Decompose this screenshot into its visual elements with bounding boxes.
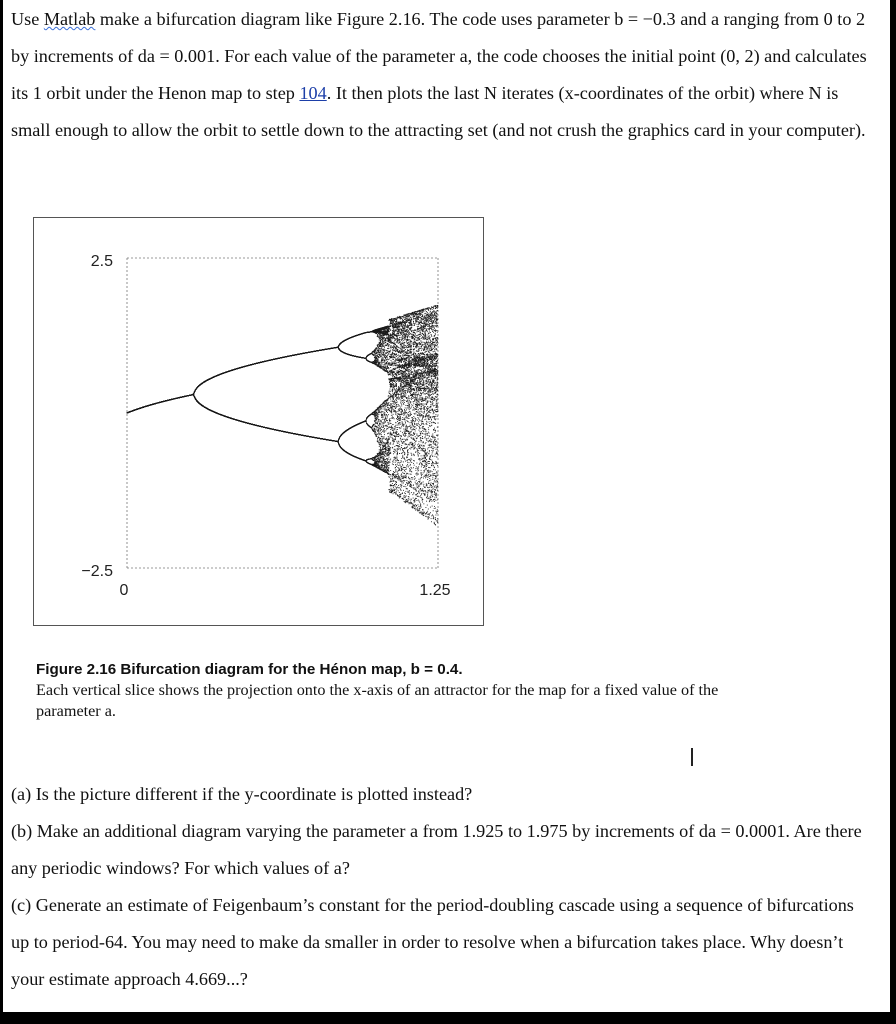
intro-text-2: make a bifurcation diagram like Figure 2.16. The code uses parameter b = −0.3 and a ranging from 0 to 2 by increments of da = 0.001. For each value of the parameter a, the code chooses the initial point (0, 2) and calculates its 1 orbit under the Henon map to step [11,9,867,103]
intro-paragraph [11,1,871,149]
figure-frame [33,217,484,626]
intro-text-3: . It then plots the last N iterates (x-coordinates of the orbit) where N is small enough to allow the orbit to settle down to the attracting set (and not crush the graphics card in your computer). [11,83,866,140]
page [3,0,890,1012]
orbit-points [127,305,439,525]
bifurcation-chart [34,218,483,625]
step-value-link[interactable]: 104 [299,83,326,103]
matlab-word: Matlab [44,9,96,29]
intro-text-1: Use [11,9,44,29]
